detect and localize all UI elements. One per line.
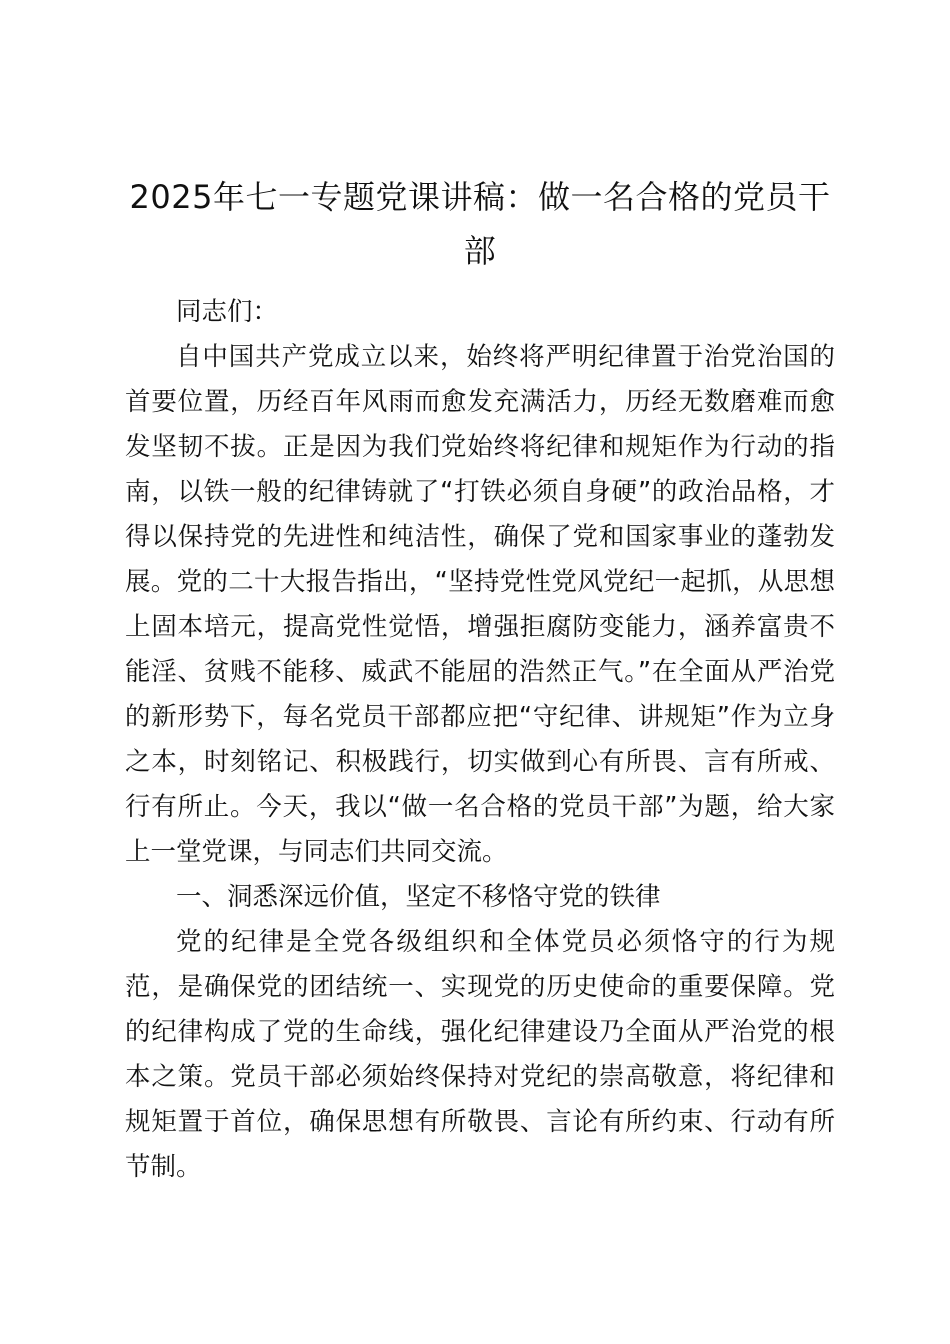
paragraph-section-1: 党的纪律是全党各级组织和全体党员必须恪守的行为规范，是确保党的团结统一、实现党的历史使命的重要保障。党的纪律构成了党的生命线，强化纪律建设乃全面从严治党的根本之策。党员干部必须始终保持对党纪的崇高敬意，将纪律和规矩置于首位，确保思想有所敬畏、言论有所约束、行动有所节制。 [125,927,835,1182]
document-body [125,170,835,1190]
paragraph-intro: 自中国共产党成立以来，始终将严明纪律置于治党治国的首要位置，历经百年风雨而愈发充满活力，历经无数磨难而愈发坚韧不拔。正是因为我们党始终将纪律和规矩作为行动的指南，以铁一般的纪律铸就了“打铁必须自身硬”的政治品格，才得以保持党的先进性和纯洁性，确保了党和国家事业的蓬勃发展。党的二十大报告指出，“坚持党性党风党纪一起抓，从思想上固本培元，提高党性觉悟，增强拒腐防变能力，涵养富贵不能淫、贫贱不能移、威武不能屈的浩然正气。”在全面从严治党的新形势下，每名党员干部都应把“守纪律、讲规矩”作为立身之本，时刻铭记、积极践行，切实做到心有所畏、言有所戒、行有所止。今天，我以“做一名合格的党员干部”为题，给大家上一堂党课，与同志们共同交流。 [125,342,835,867]
greeting: 同志们： [176,297,279,327]
document-title: 2025年七一专题党课讲稿：做一名合格的党员干部 [129,178,831,270]
section-heading-1: 一、洞悉深远价值，坚定不移恪守党的铁律 [176,882,661,912]
